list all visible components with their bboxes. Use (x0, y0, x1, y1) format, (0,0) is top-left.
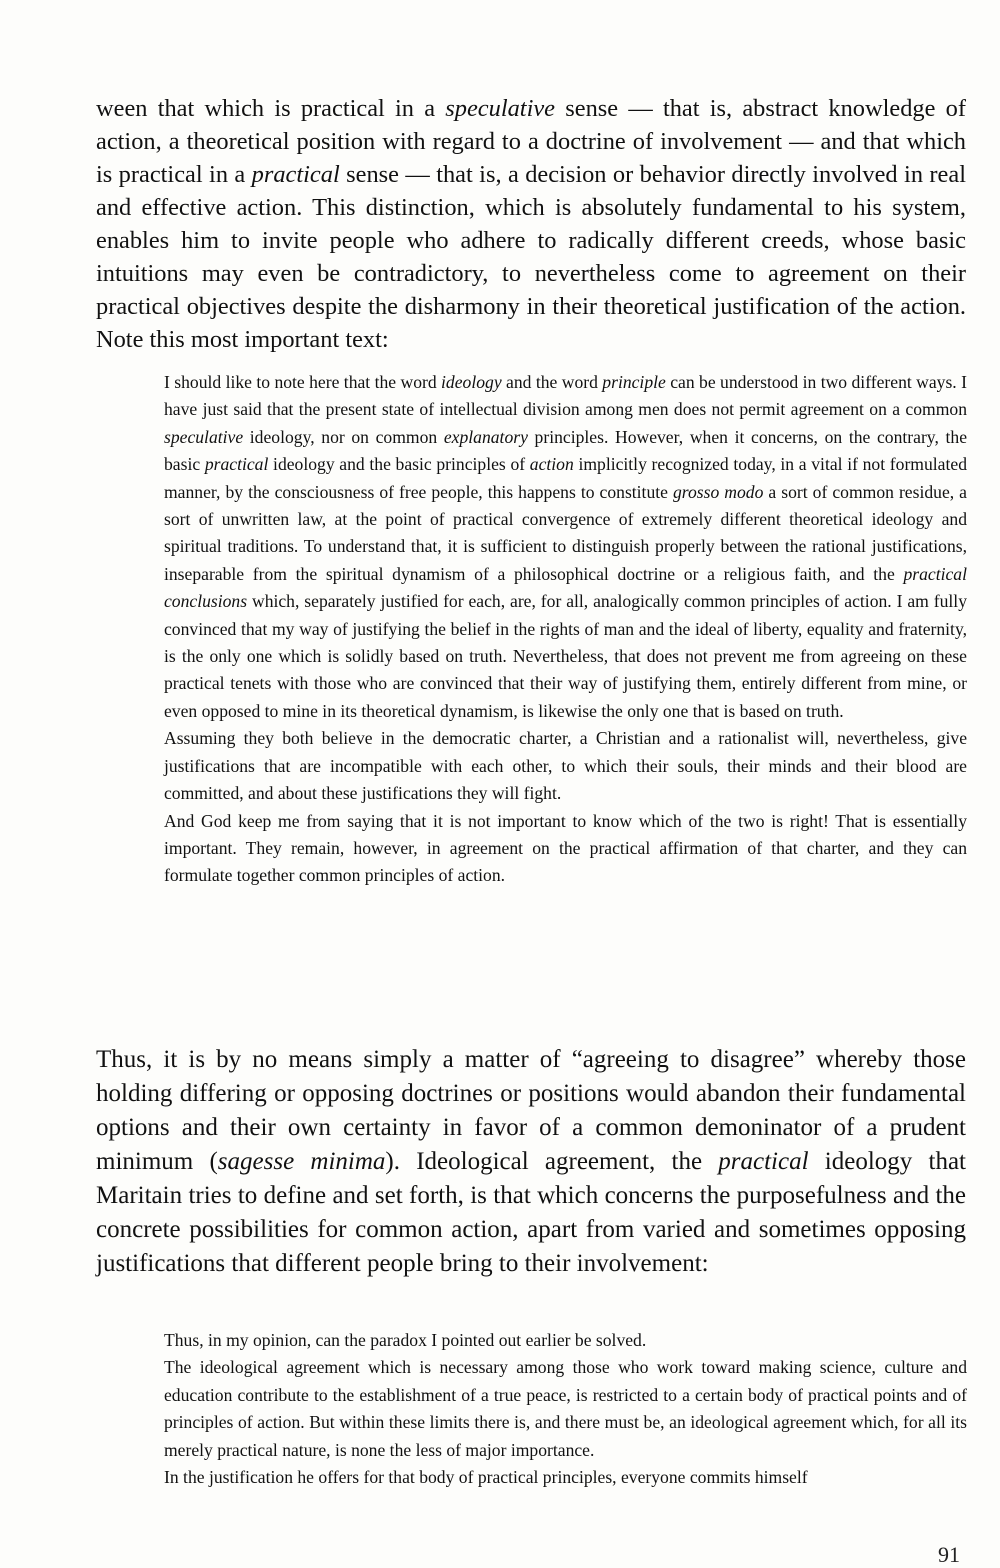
body-paragraph-2 (96, 1043, 966, 1281)
quote-emphasis: ideology (441, 372, 502, 392)
quote-emphasis: practical conclusions (164, 563, 967, 612)
paragraph-2-text: ). Ideological agreement, the (385, 1148, 719, 1175)
quote-2-paragraph-1: Thus, in my opinion, can the paradox I pointed out earlier be solved. (164, 1330, 647, 1350)
quote-1-paragraph-1 (164, 369, 967, 725)
emphasis-sagesse-minima: sagesse minima (217, 1148, 386, 1175)
quote-emphasis: practical (204, 454, 269, 475)
quote-text: principles. However, when it concerns, on the contrary, the basic (164, 426, 968, 475)
paragraph-1-text: ween that which is practical in a (96, 95, 446, 122)
emphasis-practical: practical (718, 1148, 809, 1175)
quote-text: which, separately justified for each, are, for all, analogically common principles of action. I am fully convinced that my way of justifying the belief in the rights of man and the ideal of liberty, equality and fraternity, is the only one which is solidly based on truth. Nevertheless, that does not prevent me from agreeing on these practical tenets with those who are convinced that their way of justifying them, entirely different from mine, or even opposed to mine in its theoretical dynamism, is likewise the only one that is based on truth. (164, 591, 967, 721)
paragraph-2-text: ideology that Maritain tries to define and set forth, is that which concerns the purposefulness and the concrete possibilities for common action, apart from varied and sometimes opposing justifications that different people bring to their involvement: (96, 1148, 966, 1277)
paragraph-1-text: sense — that is, a decision or behavior directly involved in real and effective action. This distinction, which is absolutely fundamental to his system, enables him to invite people who adhere to radically different creeds, whose basic intuitions may even be contradictory, to nevertheless come to agreement on their practical objectives despite the disharmony in their theoretical justification of the action. Note this most important text: (96, 161, 966, 353)
quote-emphasis: explanatory (443, 426, 528, 447)
block-quote-2 (164, 1327, 967, 1491)
quote-2-paragraph-3: In the justification he offers for that body of practical principles, everyone commits himself (164, 1467, 808, 1488)
body-paragraph-1 (96, 92, 966, 356)
block-quote-1 (164, 369, 967, 890)
quote-text: implicitly recognized today, in a vital if not formulated manner, by the consciousness of free people, this happens to constitute (164, 454, 967, 502)
quote-emphasis: principle (602, 372, 666, 392)
paragraph-1-text: sense — that is, abstract knowledge of action, a theoretical position with regard to a doctrine of involvement — and that which is practical in a (96, 95, 966, 188)
paragraph-2-text: Thus, it is by no means simply a matter of “agreeing to disagree” whereby those holding differing or opposing doctrines or positions would abandon their fundamental options and their own certainty in favor of a common demoninator of a prudent minimum ( (96, 1046, 966, 1175)
quote-emphasis: speculative (164, 426, 244, 447)
quote-emphasis: grosso modo (672, 481, 764, 502)
quote-1-paragraph-2: Assuming they both believe in the democratic charter, a Christian and a rationalist will, nevertheless, give justifications that are incompatible with each other, to which their souls, their minds and their blood are committed, and about these justifications they will fight. (164, 728, 967, 804)
emphasis-speculative: speculative (445, 95, 556, 122)
page-number: 91 (938, 1542, 960, 1567)
quote-1-paragraph-3: And God keep me from saying that it is not important to know which of the two is right! That is essentially important. They remain, however, in agreement on the practical affirmation of that charter, and they can formulate together common principles of action. (164, 810, 967, 886)
quote-text: a sort of common residue, a sort of unwritten law, at the point of practical convergence of extremely different theoretical ideology and spiritual traditions. To understand that, it is sufficient to distinguish properly between the rational justifications, inseparable from the spiritual dynamism of a philosophical doctrine or a religious faith, and the (164, 481, 967, 584)
quote-text: ideology, nor on common (243, 426, 444, 447)
quote-2-paragraph-2: The ideological agreement which is necessary among those who work toward making science, culture and education contribute to the establishment of a true peace, is restricted to a certain body of practical points and of principles of action. But within these limits there is, and there must be, an ideological agreement which, for all its merely practical nature, is none the less of major importance. (164, 1357, 967, 1460)
emphasis-practical: practical (251, 161, 340, 188)
quote-emphasis: action (529, 454, 574, 475)
quote-text: ideology and the basic principles of (268, 454, 530, 475)
quote-text: and the word (501, 372, 603, 392)
quote-text: I should like to note here that the word (164, 372, 442, 392)
quote-text: can be understood in two different ways. I have just said that the present state of intellectual division among men does not permit agreement on a common (164, 372, 967, 420)
